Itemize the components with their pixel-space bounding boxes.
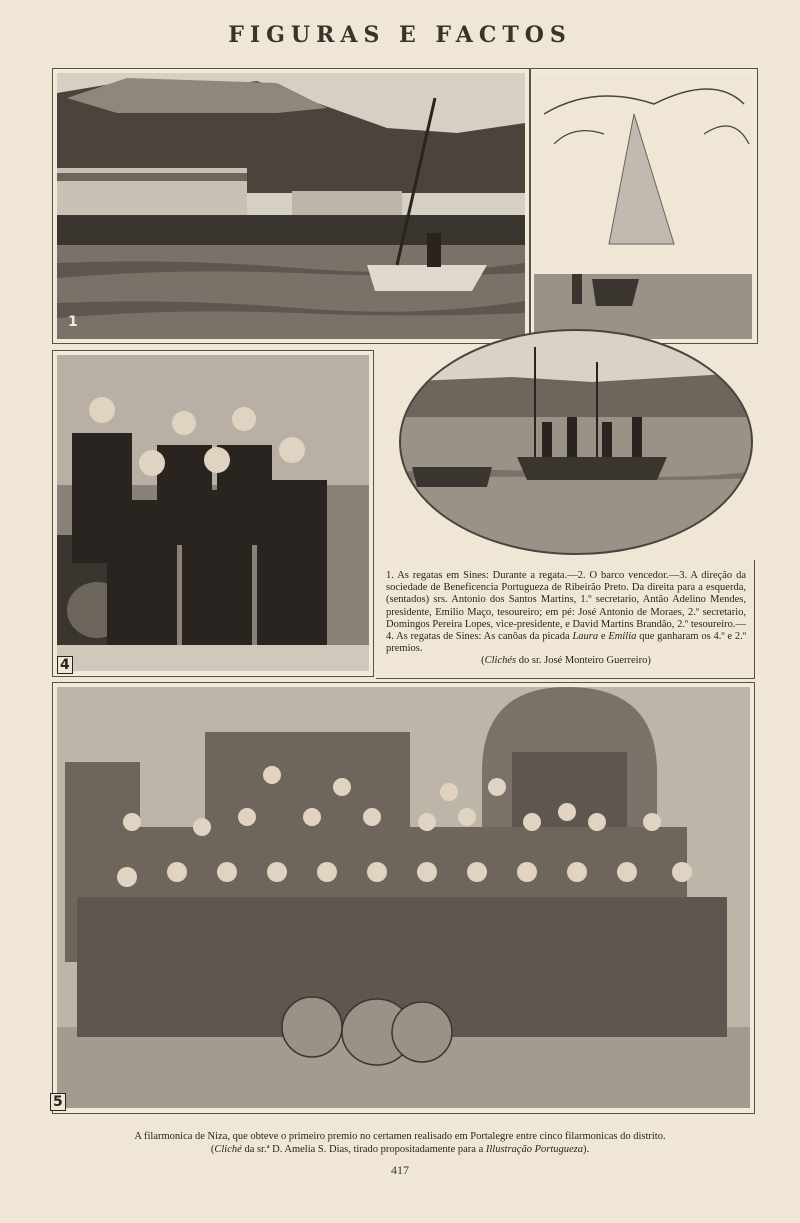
photo-number-1: 1 [68, 314, 78, 330]
photo-filarmonica-niza [57, 687, 750, 1108]
caption-frame [376, 560, 755, 679]
caption-text-2: e [598, 631, 609, 643]
caption-boat-emilia: Emilia [608, 631, 637, 643]
caption-bottom [40, 1130, 760, 1156]
photo-number-5: 5 [50, 1093, 66, 1111]
photo-regata-sines [57, 73, 525, 339]
caption-text-1: 1. As regatas em Sines: Durante a regata.—2. O barco vencedor.—3. A direção da sociedade de Beneficencia Portugueza de Ribeirão Preto. Da direita para a esquerda, (sentados) srs. Antonio dos Santos Martins, 1.º secretario, Antão Adelino Mendes, presidente, Emilio Maço, tesoureiro; em pé: José Antonio de Moraes, 2.º secretario, Domingos Pereira Lopes, vice-presidente, e David Martins Brandão, 2.º tesoureiro.—4. As regatas de Sines: As canôas da picada [386, 570, 746, 643]
page-title: FIGURAS E FACTOS [228, 22, 572, 48]
photo-regatas-canoas [392, 322, 760, 562]
page-number: 417 [391, 1163, 409, 1177]
photo-barco-vencedor [534, 74, 752, 339]
caption-credit: (Clichés do sr. José Monteiro Guerreiro) [481, 655, 651, 667]
caption-boat-laura: Laura [572, 631, 599, 643]
photo-number-4: 4 [57, 656, 73, 674]
caption-text-3: que ganharam os 4.º e 2.º premios. [386, 631, 746, 655]
caption-bottom-credit: (Cliché da sr.ª D. Amelia S. Dias, tirado propositadamente para a Illustração Portugueza). [210, 1144, 590, 1155]
photo-direcao-sociedade [57, 355, 369, 671]
caption-bottom-line1: A filarmonica de Niza, que obteve o primeiro premio no certamen realisado em Portalegre entre cinco filarmonicas do distrito. [134, 1131, 666, 1142]
